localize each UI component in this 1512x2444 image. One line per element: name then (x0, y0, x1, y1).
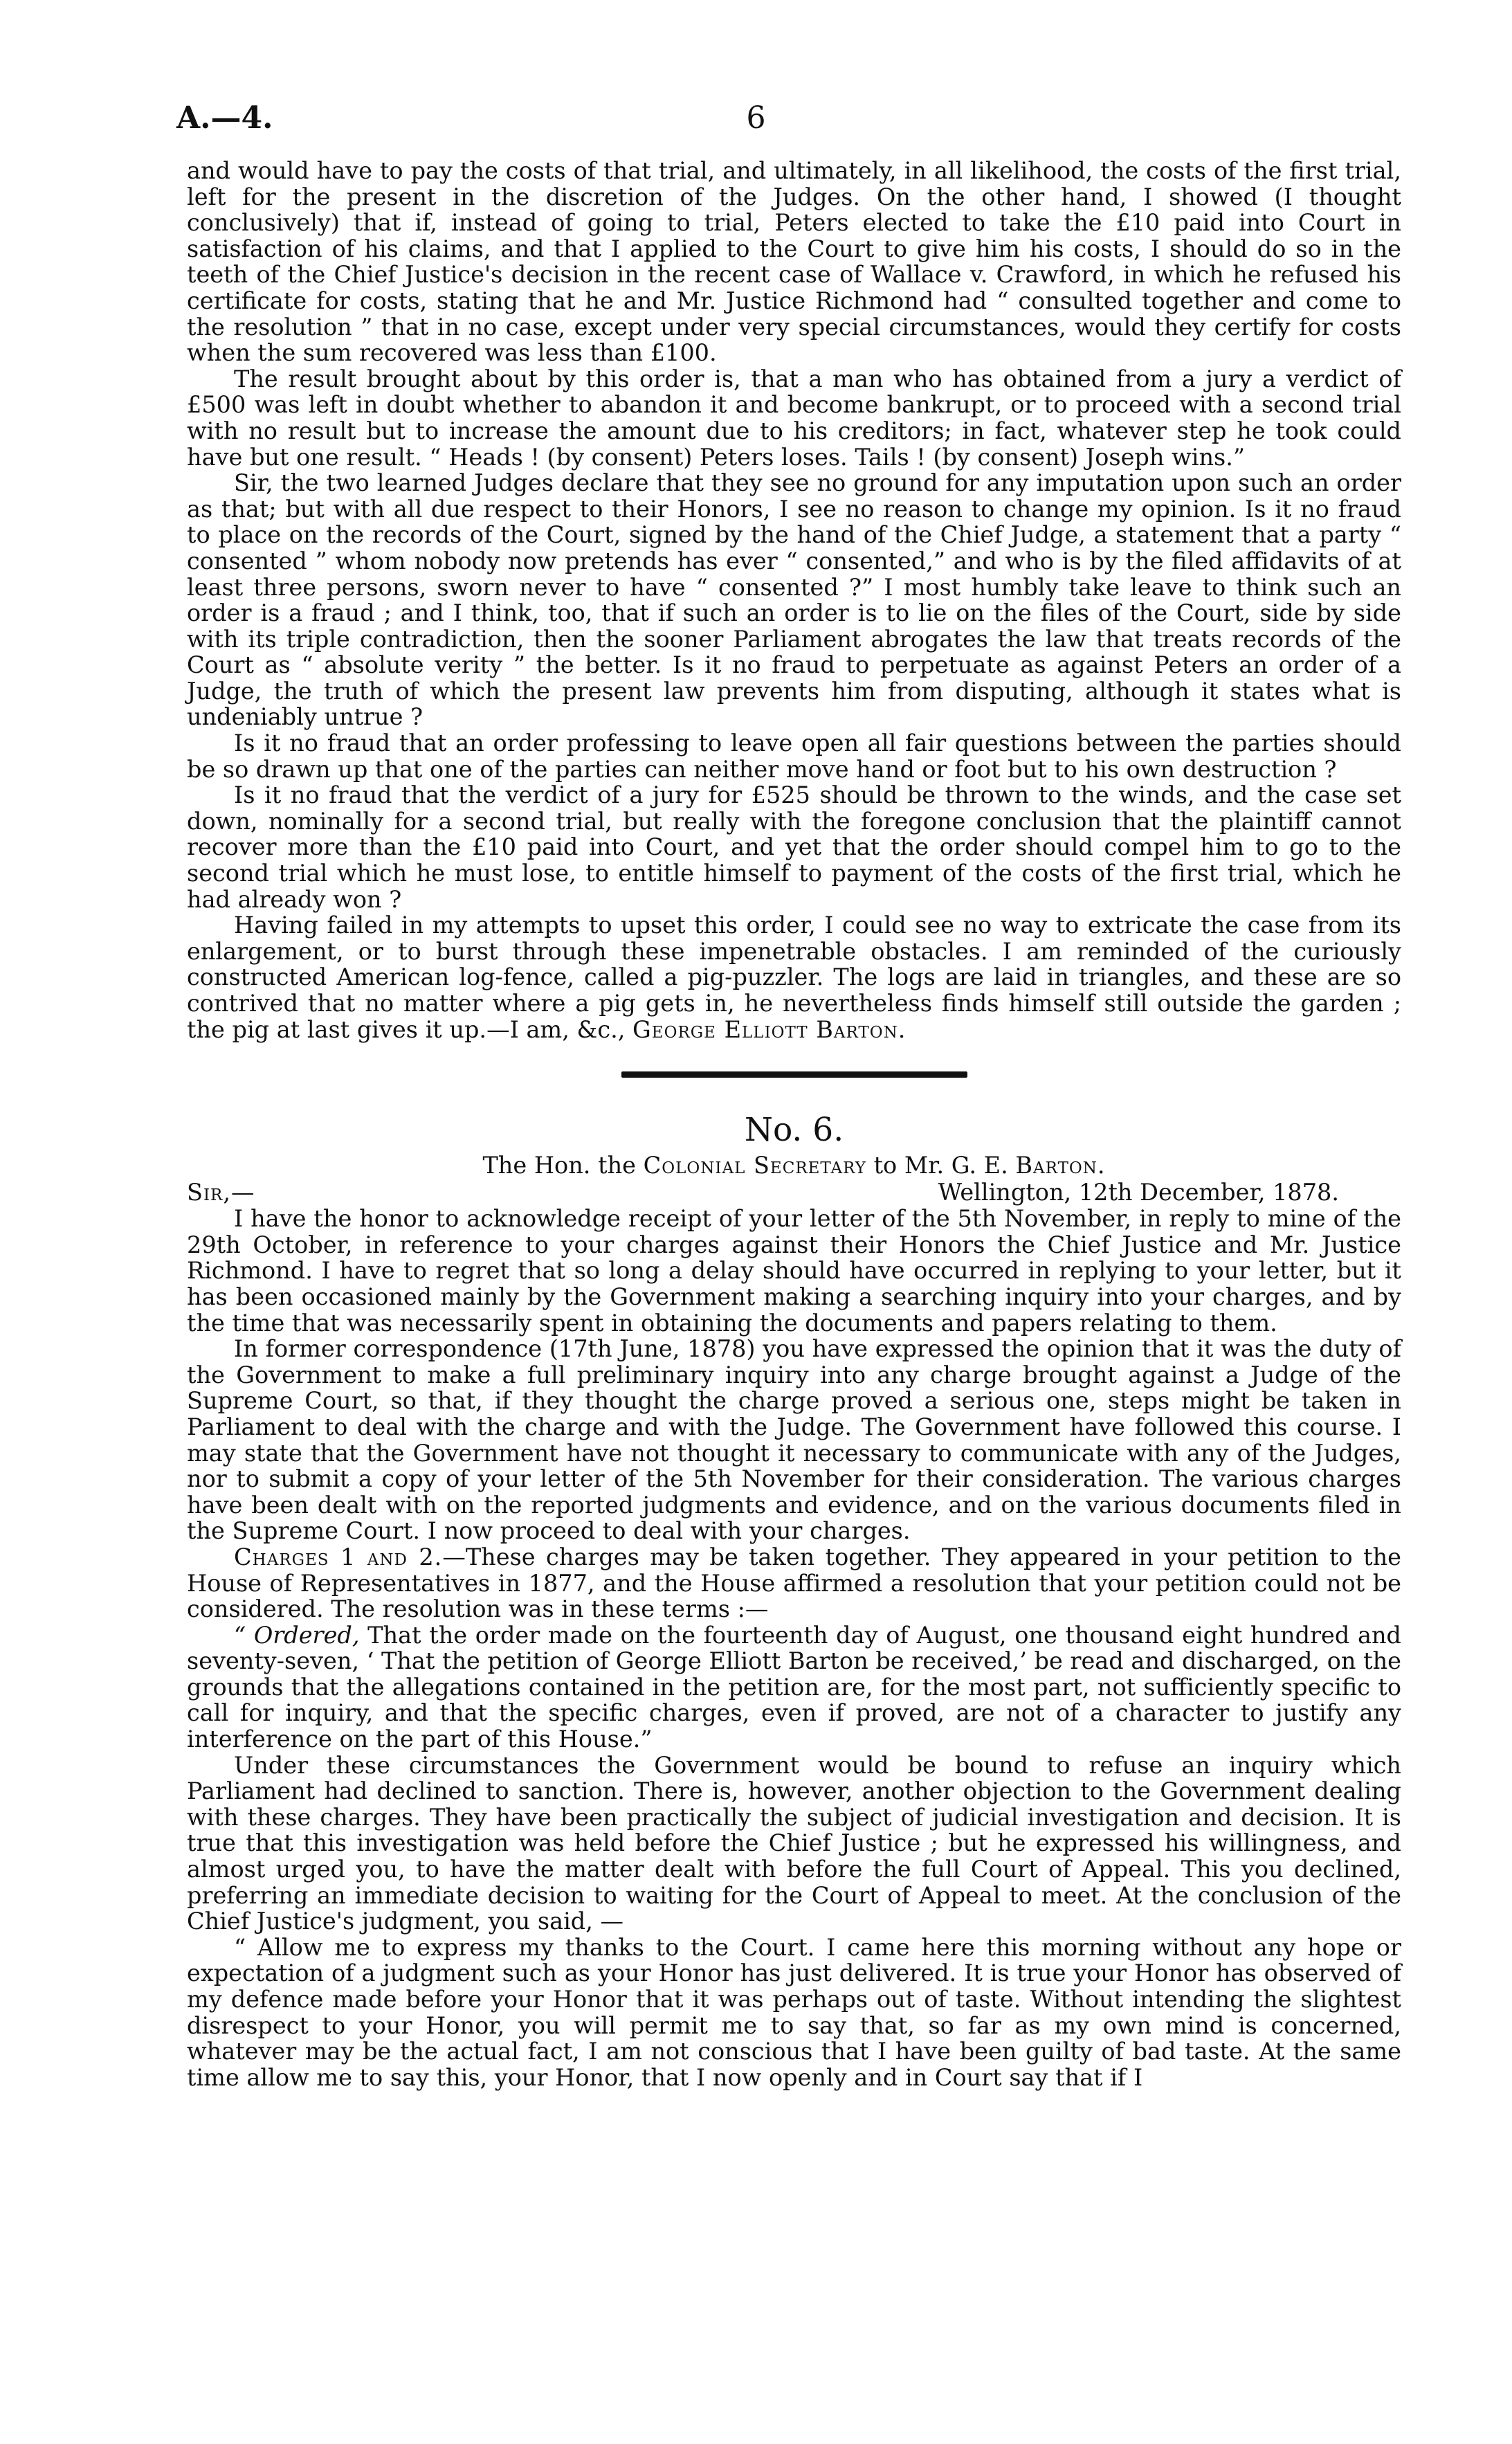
paragraph: and would have to pay the costs of that trial, and ultimately, in all likelihood, the costs of the first trial, left for the present in the discretion of the Judges. On the other hand, I showed (I thought conclusively) that if, instead of going to trial, Peters elected to take the £10 paid into Court in satisfaction of his claims, and that I applied to the Court to give him his costs, I should do so in the teeth of the Chief Justice's decision in the recent case of Wallace v. Crawford, in which he refused his certificate for costs, stating that he and Mr. Justice Richmond had “ consulted together and come to the resolution ” that in no case, except under very special circumstances, would they certify for costs when the sum recovered was less than £100. (187, 157, 1401, 367)
section-heading: No. 6. (744, 1111, 844, 1150)
subheading-title: Colonial Secretary (643, 1152, 866, 1179)
letter-paragraph: I have the honor to acknowledge receipt of your letter of the 5th November, in reply to mine of the 29th October, in reference to your charges against their Honors the Chief Justice and Mr. Justice Richmond. I have to regret that so long a delay should have occurred in replying to your letter, but it has been occasioned mainly by the Government making a searching inquiry into your charges, and by the time that was necessarily spent in obtaining the documents and papers relating to them. (187, 1205, 1401, 1337)
letter-paragraph: “ Allow me to express my thanks to the Court. I came here this morning without any hope or expectation of a judgment such as your Honor has just delivered. It is true your Honor has observed of my defence made before your Honor that it was perhaps out of taste. Without intending the slightest disrespect to your Honor, you will permit me to say that, so far as my own mind is concerned, whatever may be the actual fact, I am not conscious that I have been guilty of bad taste. At the same time allow me to say this, your Honor, that I now openly and in Court say that if I (187, 1933, 1401, 2091)
page-body (187, 158, 1401, 2090)
closing-paragraph (187, 912, 1401, 1042)
charges-label: Charges 1 and 2. (234, 1543, 443, 1571)
paragraph: Is it no fraud that the verdict of a jury for £525 should be thrown to the winds, and the case set down, nominally for a second trial, but really with the foregone conclusion that the plaintiff cannot recover more than the £10 paid into Court, and yet that the order should compel him to go to the second trial which he must lose, to entitle himself to payment of the costs of the first trial, which he had already won ? (187, 781, 1401, 913)
signature: George Elliott Barton. (632, 1015, 907, 1043)
divider-rule (621, 1071, 967, 1078)
section-divider (187, 1042, 1401, 1105)
document-reference: A.—4. (176, 100, 273, 136)
paragraph: The result brought about by this order is, that a man who has obtained from a jury a verdict of £500 was left in doubt whether to abandon it and become bankrupt, or to proceed with a second trial with no result but to increase the amount due to his creditors; in fact, whatever step he took could have but one result. “ Heads ! (by consent) Peters loses. Tails ! (by consent) Joseph wins.” (187, 365, 1401, 471)
quote-body: That the order made on the fourteenth day of August, one thousand eight hundred and seventy-seven, ‘ That the petition of George Elliott Barton be received,’ be read and discharged, on the grounds that the allegations contained in the petition are, for the most part, not sufficiently specific to call for inquiry, and that the specific charges, even if proved, are not of a character to justify any interference on the part of this House.” (187, 1621, 1401, 1753)
place-date: Wellington, 12th December, 1878. (938, 1179, 1339, 1206)
paragraph: Is it no fraud that an order professing to leave open all fair questions between the parties should be so drawn up that one of the parties can neither move hand or foot but to his own destruction ? (187, 730, 1401, 783)
paragraph: Sir, the two learned Judges declare that they see no ground for any imputation upon such an order as that; but with all due respect to their Honors, I see no reason to change my opinion. Is it no fraud to place on the records of the Court, signed by the hand of the Chief Judge, a statement that a party “ consented ” whom nobody now pretends has ever “ consented,” and who is by the filed affidavits of at least three persons, sworn never to have “ consented ?” I most humbly take leave to think such an order is a fraud ; and I think, too, that if such an order is to lie on the files of the Court, side by side with its triple contradiction, then the sooner Parliament abrogates the law that treats records of the Court as “ absolute verity ” the better. Is it no fraud to perpetuate as against Peters an order of a Judge, the truth of which the present law prevents him from disputing, although it states what is undeniably untrue ? (187, 469, 1401, 731)
subheading-suffix: to Mr. G. E. (873, 1152, 1008, 1179)
subheading-prefix: The Hon. the (482, 1152, 636, 1179)
subheading-name: Barton. (1015, 1152, 1106, 1179)
charges-text: —These charges may be taken together. They appeared in your petition to the House of Representatives in 1877, and the House affirmed a resolution that your petition could not be considered. The resolution was in these terms :— (187, 1543, 1401, 1623)
salutation-line (187, 1179, 1401, 1206)
letter-paragraph (187, 1544, 1401, 1622)
page-number: 6 (746, 100, 766, 136)
quoted-resolution (187, 1622, 1401, 1753)
page-header (176, 100, 1336, 142)
closing-text: Having failed in my attempts to upset this order, I could see no way to extricate the case from its enlargement, or to burst through these impenetrable obstacles. I am reminded of the curiously constructed American log-fence, called a pig-puzzler. The logs are laid in triangles, and these are so contrived that no matter where a pig gets in, he nevertheless finds himself still outside the garden ; the pig at last gives it up.—I am, &c., (187, 912, 1401, 1043)
quote-lead: “ Ordered, (234, 1621, 360, 1649)
letter-paragraph: Under these circumstances the Government would be bound to refuse an inquiry which Parliament had declined to sanction. There is, however, another objection to the Government dealing with these charges. They have been practically the subject of judicial investigation and decision. It is true that this investigation was held before the Chief Justice ; but he expressed his willingness, and almost urged you, to have the matter dealt with before the full Court of Appeal. This you declined, preferring an immediate decision to waiting for the Court of Appeal to meet. At the conclusion of the Chief Justice's judgment, you said, — (187, 1751, 1401, 1935)
section-subheading (187, 1152, 1401, 1179)
salutation: Sir,— (187, 1179, 255, 1206)
letter-paragraph: In former correspondence (17th June, 1878) you have expressed the opinion that it was the duty of the Government to make a full preliminary inquiry into any charge brought against a Judge of the Supreme Court, so that, if they thought the charge proved a serious one, steps might be taken in Parliament to deal with the charge and with the Judge. The Government have followed this course. I may state that the Government have not thought it necessary to communicate with any of the Judges, nor to submit a copy of your letter of the 5th November for their consideration. The various charges have been dealt with on the reported judgments and evidence, and on the various documents filed in the Supreme Court. I now proceed to deal with your charges. (187, 1335, 1401, 1545)
